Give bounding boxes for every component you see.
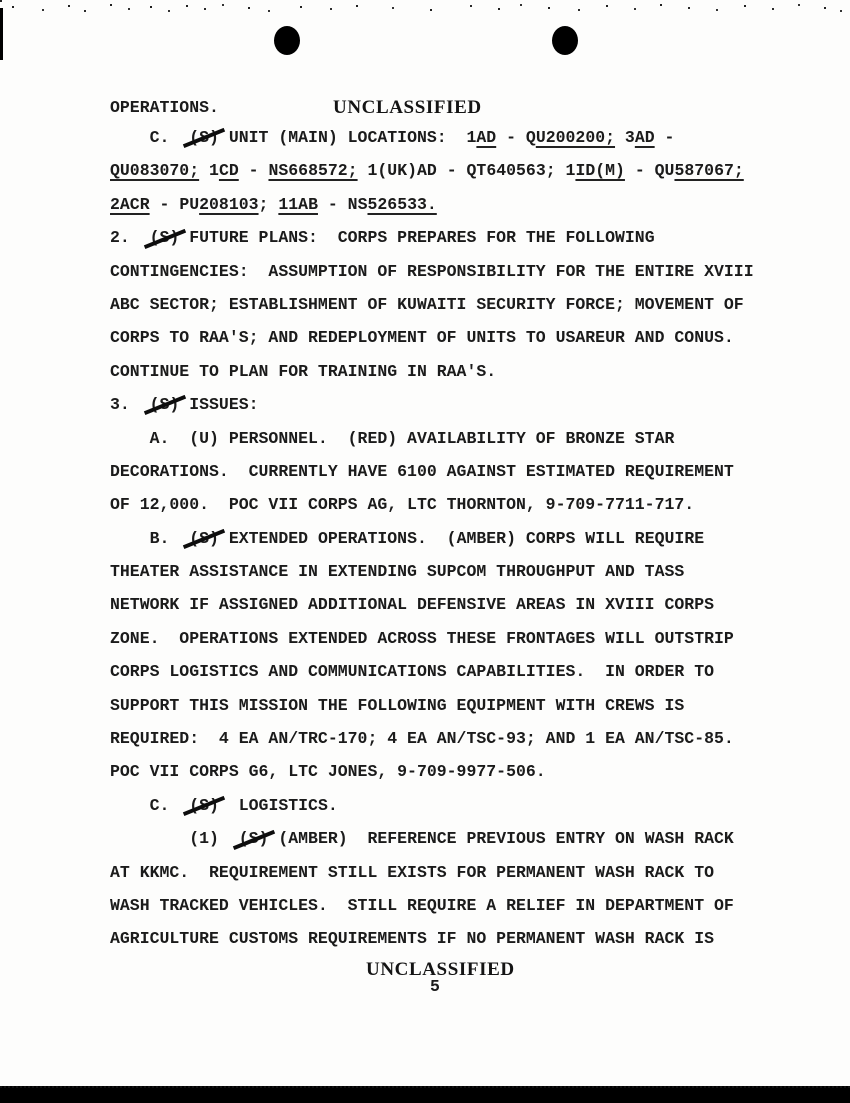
- text-segment: (AMBER) REFERENCE PREVIOUS ENTRY ON WASH RACK: [268, 829, 734, 849]
- document-line: [110, 488, 754, 521]
- redacted-classification-mark: (S): [150, 388, 180, 421]
- text-segment: 208103: [199, 194, 259, 214]
- text-segment: A. (U) PERSONNEL. (RED) AVAILABILITY OF BRONZE STAR: [110, 428, 675, 448]
- document-line: [110, 922, 754, 955]
- document-line: [110, 622, 754, 655]
- text-segment: REQUIRED: 4 EA AN/TRC-170; 4 EA AN/TSC-93; AND 1 EA AN/TSC-85.: [110, 729, 734, 749]
- text-segment: 526533.: [367, 194, 437, 214]
- text-segment: ISSUES:: [179, 395, 259, 415]
- document-line: [110, 722, 754, 755]
- document-line: [110, 355, 754, 388]
- text-segment: ABC SECTOR; ESTABLISHMENT OF KUWAITI SECURITY FORCE; MOVEMENT OF: [110, 294, 744, 314]
- redacted-classification-mark: (S): [189, 121, 219, 154]
- text-segment: UNIT (MAIN) LOCATIONS: 1: [218, 128, 477, 147]
- document-line: [110, 154, 754, 187]
- text-segment: C.: [110, 795, 190, 815]
- punch-hole-right: [552, 26, 578, 55]
- classification-footer: UNCLASSIFIED: [366, 959, 515, 980]
- text-segment: CONTINGENCIES: ASSUMPTION OF RESPONSIBILITY FOR THE ENTIRE XVIII: [110, 261, 754, 281]
- document-body: [110, 121, 754, 956]
- document-line: [110, 789, 754, 822]
- scan-noise-speckles: [0, 0, 2, 2]
- operations-label: OPERATIONS.: [110, 98, 219, 117]
- text-segment: EXTENDED OPERATIONS. (AMBER) CORPS WILL REQUIRE: [218, 528, 705, 548]
- text-segment: AD: [476, 128, 497, 147]
- punch-hole-left: [274, 26, 300, 55]
- text-segment: AGRICULTURE CUSTOMS REQUIREMENTS IF NO PERMANENT WASH RACK IS: [110, 929, 714, 949]
- text-segment: ZONE. OPERATIONS EXTENDED ACROSS THESE FRONTAGES WILL OUTSTRIP: [110, 628, 734, 648]
- document-line: [110, 455, 754, 488]
- text-segment: CONTINUE TO PLAN FOR TRAINING IN RAA'S.: [110, 361, 497, 381]
- document-line: [110, 121, 754, 154]
- text-segment: - PU: [149, 194, 200, 214]
- text-segment: AD: [634, 128, 655, 147]
- text-segment: - Q: [496, 128, 536, 147]
- text-segment: CORPS LOGISTICS AND COMMUNICATIONS CAPABILITIES. IN ORDER TO: [110, 662, 714, 682]
- text-segment: FUTURE PLANS: CORPS PREPARES FOR THE FOLLOWING: [179, 228, 655, 248]
- text-segment: 11AB: [278, 194, 318, 214]
- text-segment: CORPS TO RAA'S; AND REDEPLOYMENT OF UNITS TO USAREUR AND CONUS.: [110, 328, 734, 348]
- document-line: [110, 255, 754, 288]
- document-line: [110, 221, 754, 254]
- document-line: [110, 822, 754, 855]
- redacted-classification-mark: (S): [239, 822, 269, 855]
- text-segment: 587067;: [674, 161, 744, 181]
- text-segment: -: [654, 128, 675, 147]
- text-segment: DECORATIONS. CURRENTLY HAVE 6100 AGAINST ESTIMATED REQUIREMENT: [110, 461, 734, 481]
- text-segment: 3.: [110, 395, 150, 415]
- text-segment: U200200;: [535, 128, 616, 147]
- text-segment: THEATER ASSISTANCE IN EXTENDING SUPCOM THROUGHPUT AND TASS: [110, 562, 685, 582]
- text-segment: SUPPORT THIS MISSION THE FOLLOWING EQUIPMENT WITH CREWS IS: [110, 695, 685, 715]
- text-segment: B.: [110, 528, 190, 548]
- text-segment: 2ACR: [110, 194, 150, 214]
- text-segment: C.: [110, 128, 190, 147]
- text-segment: NETWORK IF ASSIGNED ADDITIONAL DEFENSIVE AREAS IN XVIII CORPS: [110, 595, 714, 615]
- text-segment: LOGISTICS.: [218, 795, 338, 815]
- classification-header: UNCLASSIFIED: [333, 97, 482, 118]
- document-line: [110, 889, 754, 922]
- text-segment: 1(UK)AD - QT640563; 1: [357, 161, 576, 181]
- document-line: [110, 856, 754, 889]
- text-segment: WASH TRACKED VEHICLES. STILL REQUIRE A RELIEF IN DEPARTMENT OF: [110, 895, 734, 915]
- text-segment: -: [238, 161, 269, 181]
- text-segment: - QU: [624, 161, 675, 181]
- text-segment: 3: [615, 128, 635, 147]
- redacted-classification-mark: (S): [189, 522, 219, 555]
- page-number: 5: [430, 977, 440, 996]
- text-segment: OF 12,000. POC VII CORPS AG, LTC THORNTON, 9-709-7711-717.: [110, 495, 695, 515]
- text-segment: - NS: [317, 194, 368, 214]
- document-line: [110, 188, 754, 221]
- text-segment: NS668572;: [268, 161, 358, 181]
- scan-edge-bar-bottom: [0, 1086, 850, 1103]
- text-segment: AT KKMC. REQUIREMENT STILL EXISTS FOR PERMANENT WASH RACK TO: [110, 862, 714, 882]
- text-segment: ID(M): [575, 161, 625, 181]
- document-line: [110, 755, 754, 788]
- redacted-classification-mark: (S): [150, 221, 180, 254]
- text-segment: QU083070;: [110, 161, 200, 181]
- text-segment: (1): [110, 829, 239, 849]
- document-line: [110, 388, 754, 421]
- document-line: [110, 321, 754, 354]
- document-line: [110, 689, 754, 722]
- text-segment: POC VII CORPS G6, LTC JONES, 9-709-9977-506.: [110, 762, 546, 782]
- document-line: [110, 288, 754, 321]
- document-line: [110, 588, 754, 621]
- document-line: [110, 522, 754, 555]
- text-segment: CD: [218, 161, 239, 181]
- text-segment: 1: [199, 161, 219, 181]
- document-line: [110, 655, 754, 688]
- document-line: [110, 422, 754, 455]
- text-segment: 2.: [110, 228, 150, 248]
- document-line: [110, 555, 754, 588]
- scan-edge-mark-left: [0, 8, 3, 60]
- redacted-classification-mark: (S): [189, 789, 219, 822]
- text-segment: ;: [258, 194, 279, 214]
